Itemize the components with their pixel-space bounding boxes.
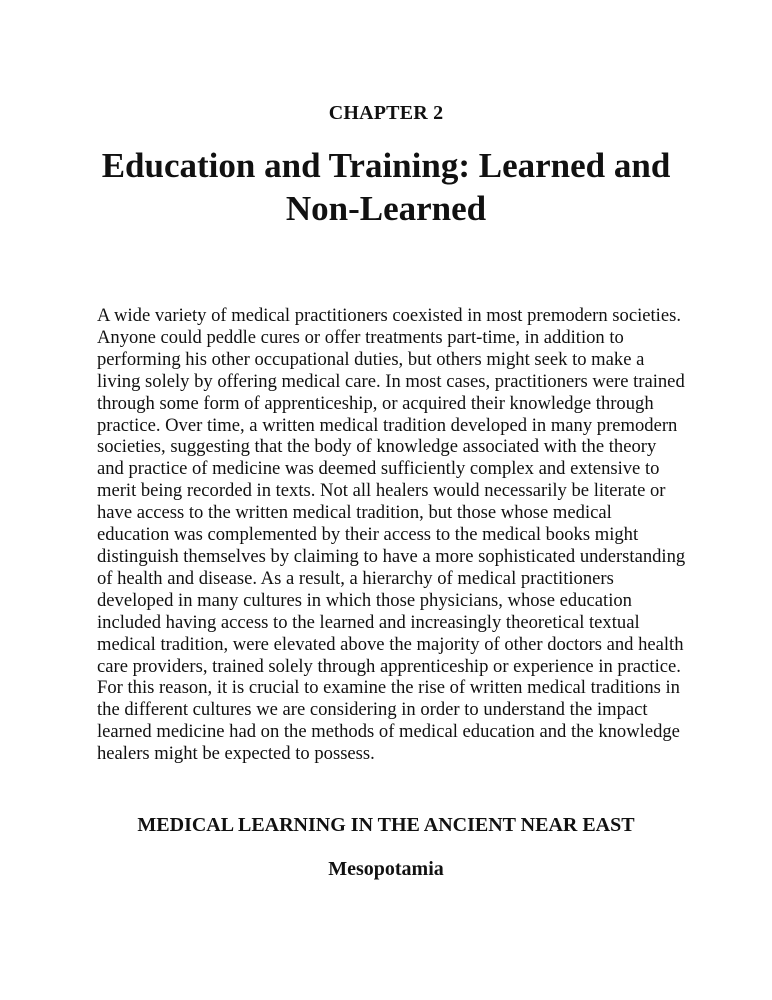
body-paragraph: A wide variety of medical practitioners coexisted in most premodern societies. Anyone could peddle cures or offer treatments part-time, in addition to performing his other occupational duties, but others might seek to make a living solely by offering medical care. In most cases, practitioners were trained through some form of apprenticeship, or acquired their knowledge through practice. Over time, a written medical tradition developed in many premodern societies, suggesting that the body of knowledge associated with the theory and practice of medicine was deemed sufficiently complex and extensive to merit being recorded in texts. Not all healers would necessarily be literate or have access to the written medical tradition, but those whose medical education was complemented by their access to the medical books might distinguish themselves by claiming to have a more sophisticated understanding of health and disease. As a result, a hierarchy of medical practitioners developed in many cultures in which those physicians, whose education included having access to the learned and increasingly theoretical textual medical tradition, were elevated above the majority of other doctors and health care providers, trained solely through apprenticeship or experience in practice. For this reason, it is crucial to examine the rise of written medical traditions in the different cultures we are considering in order to understand the impact learned medicine had on the methods of medical education and the knowledge healers might be expected to possess. xyxy=(97,305,686,765)
section-heading: MEDICAL LEARNING IN THE ANCIENT NEAR EAST xyxy=(137,814,635,836)
chapter-number: CHAPTER 2 xyxy=(328,102,444,124)
subsection-heading: Mesopotamia xyxy=(328,858,444,880)
chapter-title: Education and Training: Learned and Non-Learned xyxy=(101,146,671,228)
